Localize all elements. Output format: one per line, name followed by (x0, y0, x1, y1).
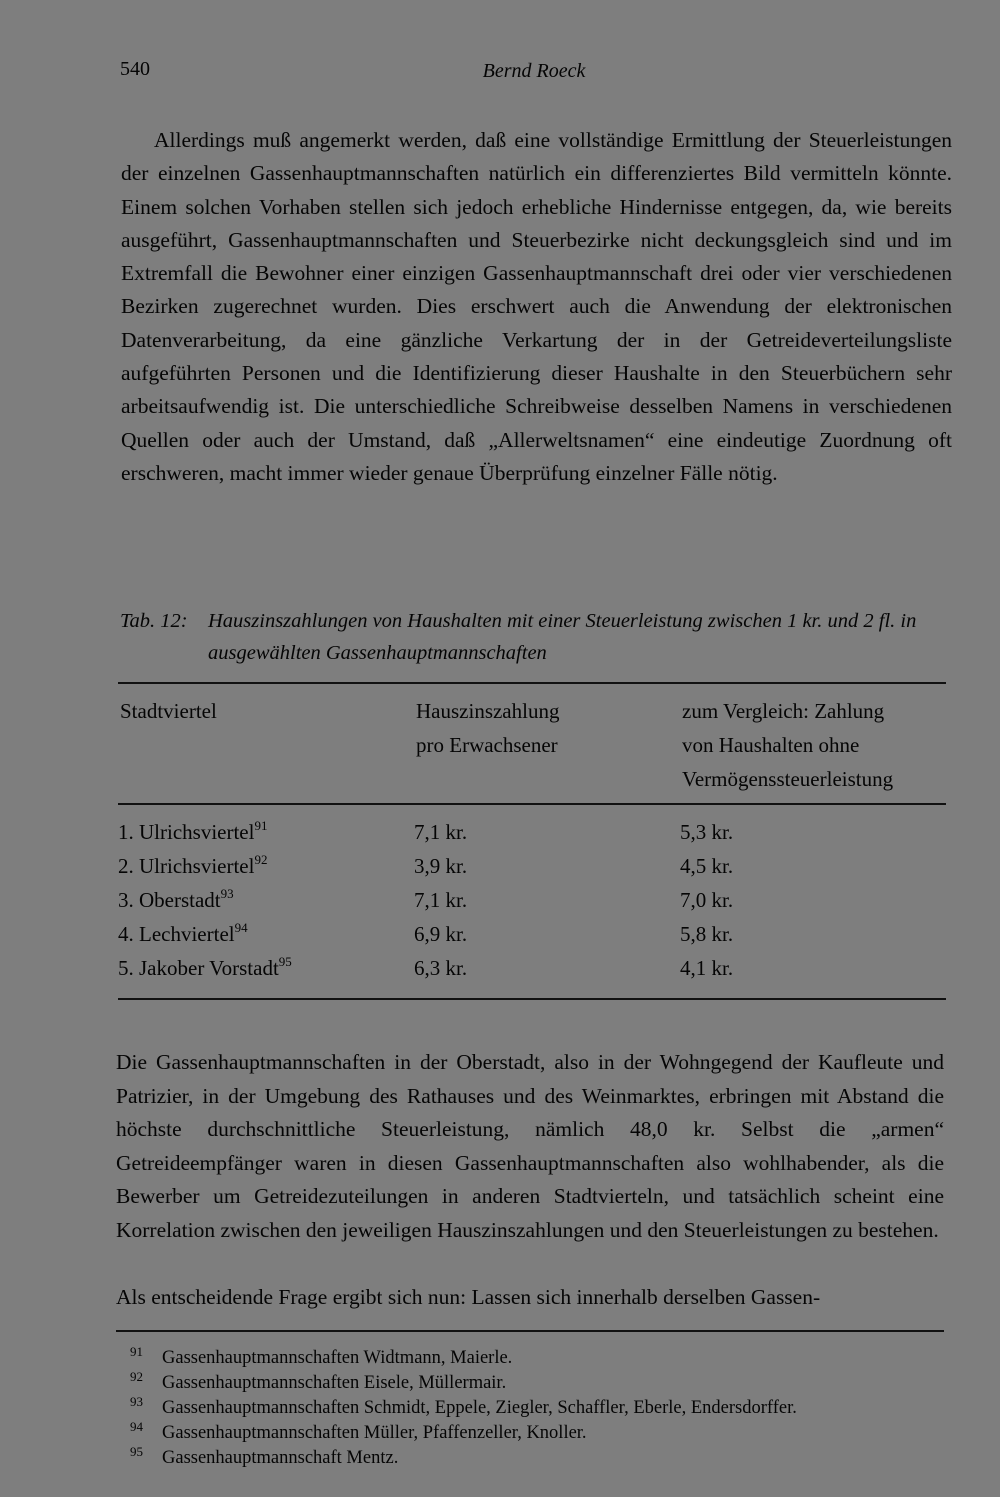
footnote (130, 1371, 950, 1396)
footnote-ref: 94 (234, 920, 248, 935)
footnote-ref: 92 (254, 852, 268, 867)
footnote (130, 1396, 950, 1421)
comparison-cell: 4,5 kr. (680, 854, 734, 878)
footnote-number: 93 (130, 1394, 143, 1409)
table-bottom-rule (118, 998, 946, 1000)
comparison-cell: 4,1 kr. (680, 956, 734, 980)
rent-cell: 7,1 kr. (414, 888, 468, 912)
footnote (130, 1346, 950, 1371)
table-row (0, 883, 1000, 917)
district-cell: 1. Ulrichsviertel$^{91}$ (118, 818, 268, 844)
footnote-ref: 95 (278, 954, 292, 969)
comparison-cell: 5,3 kr. (680, 820, 734, 844)
table-row (0, 815, 1000, 849)
footnote-number: 92 (130, 1369, 143, 1384)
rent-cell: 3,9 kr. (414, 854, 468, 878)
page-number: 540 (120, 58, 150, 80)
body-paragraph-1: Allerdings muß angemerkt werden, daß eine vollständige Ermittlung der Steuerleistungen der einzelnen Gassenhauptmannschaften natürlich ein differenziertes Bild vermitteln könnte. Einem solchen Vorhaben stellen sich jedoch erhebliche Hindernisse entgegen, da, wie bereits ausgeführt, Gassenhauptmannschaften und Steuerbezirke nicht deckungsgleich sind und im Extremfall die Bewohner einer einzigen Gassenhauptmannschaft drei oder vier verschiedenen Bezirken zugerechnet wurden. Dies erschwert auch die Anwendung der elektronischen Datenverarbeitung, da eine gänzliche Verkartung der in der Getreideverteilungsliste aufgeführten Personen und die Identifizierung dieser Haushalte in den Steuerbüchern sehr arbeitsaufwendig ist. Die unterschiedliche Schreibweise desselben Namens in verschiedenen Quellen oder auch der Umstand, daß „Allerweltsnamen“ eine eindeutige Zuordnung oft erschweren, macht immer wieder genaue Überprüfung einzelner Fälle nötig. (121, 128, 952, 485)
footnote-text: Gassenhauptmannschaften Müller, Pfaffenzeller, Knoller. (162, 1423, 587, 1443)
table-header-rent (416, 694, 656, 762)
district-cell: 5. Jakober Vorstadt$^{95}$ (118, 954, 292, 980)
footnote-number: 94 (130, 1419, 143, 1434)
table-header-comparison-line: von Haushalten ohne (682, 733, 860, 757)
table-header-comparison (682, 694, 952, 796)
comparison-cell: 5,8 kr. (680, 922, 734, 946)
footnote-text: Gassenhauptmannschaften Widtmann, Maierle. (162, 1348, 513, 1368)
body-paragraph-2: Die Gassenhauptmannschaften in der Oberstadt, also in der Wohngegend der Kaufleute und Patrizier, in der Umgebung des Rathauses und des Weinmarktes, erbringen mit Abstand die höchste durchschnittliche Steuerleistung, nämlich 48,0 kr. Selbst die „armen“ Getreideempfänger waren in diesen Gassenhauptmannschaften also wohlhabender, als die Bewerber um Getreidezuteilungen in anderen Stadtvierteln, und tatsächlich scheint eine Korrelation zwischen den jeweiligen Hauszinszahlungen und den Steuerleistungen zu bestehen. (116, 1050, 944, 1242)
table-caption (120, 605, 952, 669)
table-caption-text: Hauszinszahlungen von Haushalten mit einer Steuerleistung zwischen 1 kr. und 2 fl. in ausgewählten Gassenhauptmannschaften (208, 610, 917, 664)
table-row (0, 951, 1000, 985)
comparison-cell: 7,0 kr. (680, 888, 734, 912)
table-header-comparison-line: Vermögenssteuerleistung (682, 767, 894, 791)
rent-cell: 6,3 kr. (414, 956, 468, 980)
footnote-rule (116, 1330, 944, 1332)
footnote-ref: 93 (220, 886, 234, 901)
footnote-text: Gassenhauptmannschaften Eisele, Müllermair. (162, 1373, 507, 1393)
table-caption-label: Tab. 12: (120, 610, 188, 632)
footnote-number: 91 (130, 1344, 143, 1359)
footnote-text: Gassenhauptmannschaften Schmidt, Eppele, Ziegler, Schaffler, Eberle, Endersdorffer. (162, 1398, 797, 1418)
running-title: Bernd Roeck (482, 60, 586, 82)
district-cell: 4. Lechviertel$^{94}$ (118, 920, 248, 946)
table-row (0, 917, 1000, 951)
body-paragraph-3: Als entscheidende Frage ergibt sich nun: Lassen sich innerhalb derselben Gassen- (116, 1285, 821, 1309)
page-header (120, 58, 948, 88)
table-body (0, 815, 1000, 985)
table-header-district-label: Stadtviertel (120, 699, 217, 723)
table-header-comparison-line: zum Vergleich: Zahlung (682, 699, 885, 723)
rent-cell: 7,1 kr. (414, 820, 468, 844)
table-header-rule (118, 803, 946, 805)
footnote (130, 1446, 950, 1471)
rent-cell: 6,9 kr. (414, 922, 468, 946)
table-header-district (120, 694, 217, 728)
table-row (0, 849, 1000, 883)
table-top-rule (118, 682, 946, 684)
footnote-ref: 91 (254, 818, 268, 833)
footnote-number: 95 (130, 1444, 143, 1459)
district-cell: 2. Ulrichsviertel$^{92}$ (118, 852, 268, 878)
district-cell: 3. Oberstadt$^{93}$ (118, 886, 234, 912)
table-header-rent-line: Hauszinszahlung (416, 699, 560, 723)
table-header-rent-line: pro Erwachsener (416, 733, 558, 757)
footnotes (130, 1346, 950, 1471)
footnote (130, 1421, 950, 1446)
footnote-text: Gassenhauptmannschaft Mentz. (162, 1448, 399, 1468)
